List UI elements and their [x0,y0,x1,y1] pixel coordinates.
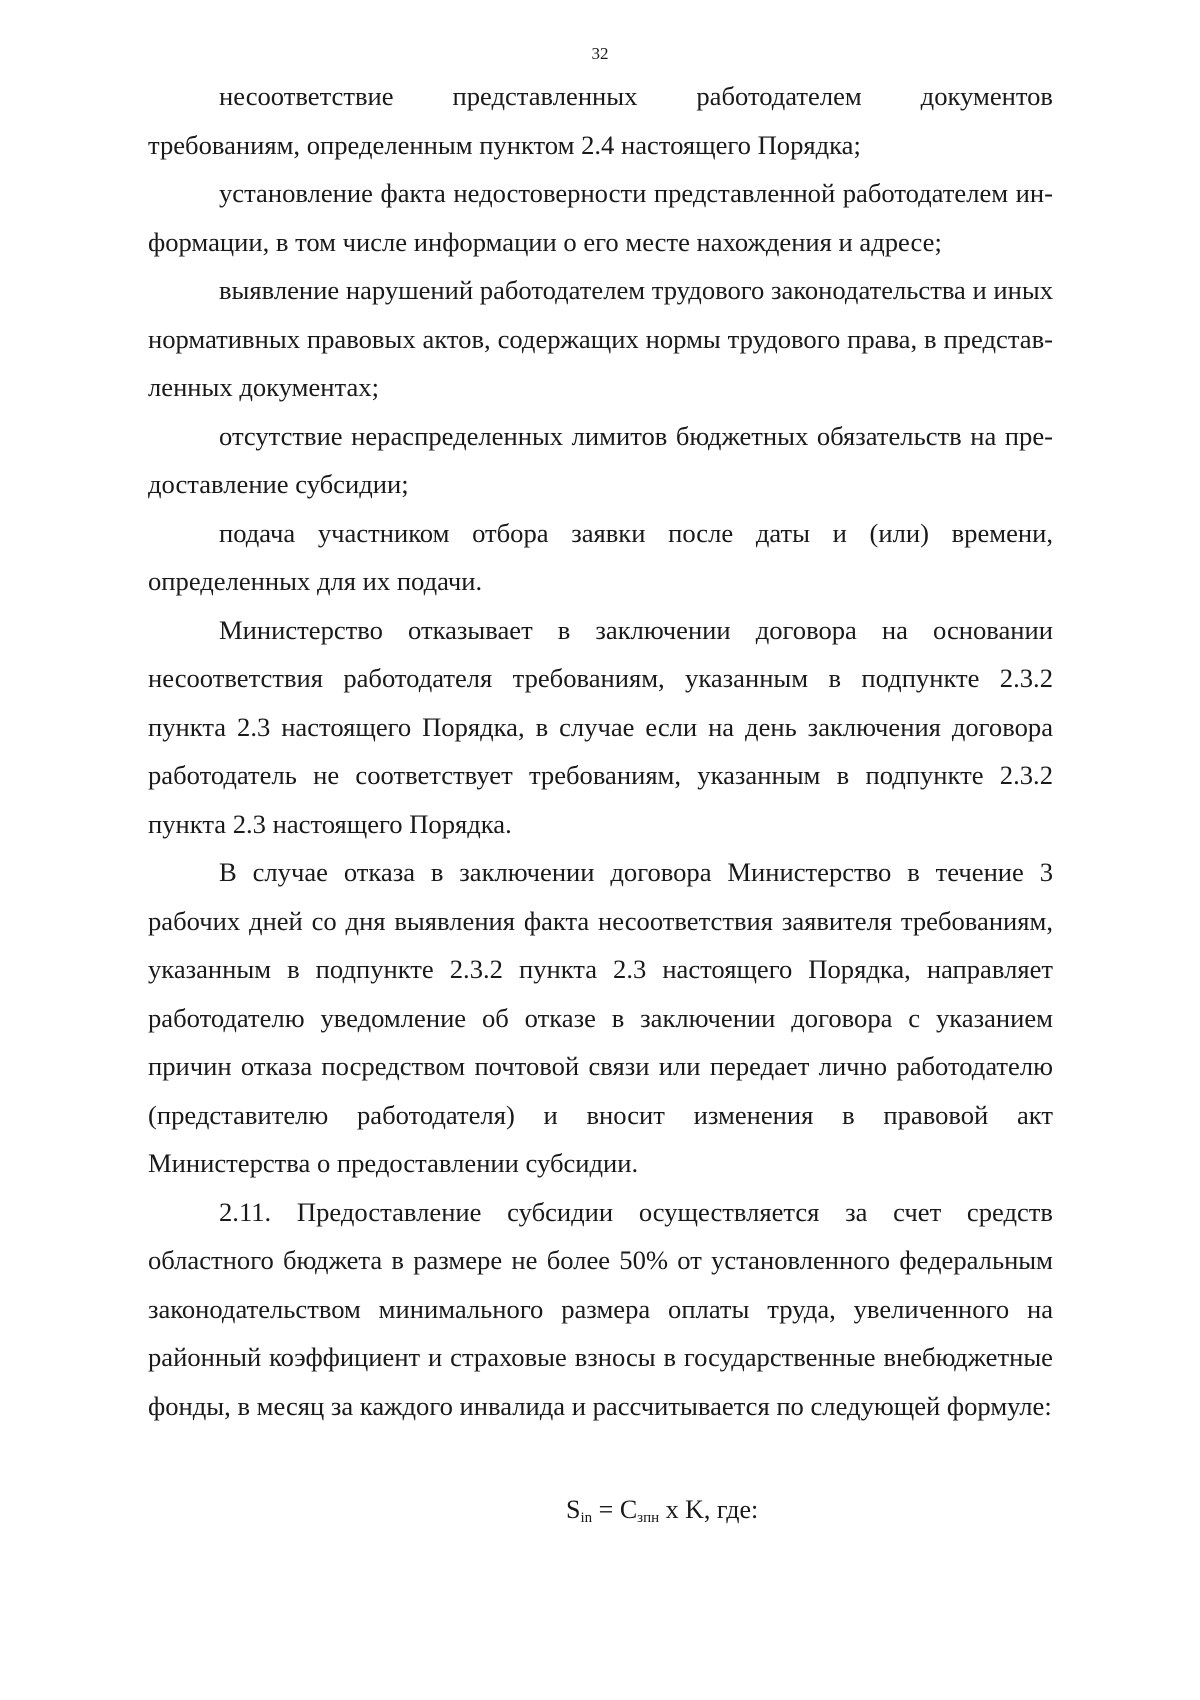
paragraph-2: установление факта недостоверности представленной работодателем информации, в том числе информации о его месте нахождения и адресе; [148,178,1053,257]
subsidy-formula [566,1495,758,1527]
paragraph-4: отсутствие нераспределенных лимитов бюджетных обязательств на предоставление субсидии; [148,420,1053,499]
formula-k-symbol: K, [685,1495,711,1524]
paragraph-8: 2.11. Предоставление субсидии осуществляется за счет средств областного бюджета в размере не более 50% от установленного федеральным законодательством минимального размера оплаты труда, увеличенного на районный коэффициент и страховые взносы в государственные внебюджетные фонды, в месяц за каждого инвалида и рассчитывается по следующей формуле: [148,1196,1053,1421]
paragraph-1: несоответствие представленных работодателем документов требованиям, определенным пунктом 2.4 настоящего Порядка; [148,81,1053,160]
formula-c-symbol: C [619,1495,638,1524]
paragraph-7: В случае отказа в заключении договора Министерство в течение 3 рабочих дней со дня выявления факта несоответствия заявителя требованиям, указанным в подпункте 2.3.2 пункта 2.3 настоящего Порядка, направляет работодателю уведомление об отказе в заключении договора с указанием причин отказа посредством почтовой связи или передает лично работодателю (представителю работодателя) и вносит изменения в правовой акт Министерства о предоставлении субсидии. [148,857,1053,1178]
formula-c-subscript: зпн [637,1510,660,1526]
paragraph-3: выявление нарушений работодателем трудового законодательства и иных нормативных правовых актов, содержащих нормы трудового права, в представленных документах; [148,275,1053,402]
paragraph-5: подача участником отбора заявки после даты и (или) времени, определенных для их подачи. [148,517,1053,596]
page-number: 32 [591,44,609,63]
formula-lhs-subscript: in [580,1510,593,1526]
formula-times: x [665,1495,679,1524]
paragraph-6: Министерство отказывает в заключении договора на основании несоответствия работодателя требованиям, указанным в подпункте 2.3.2 пункта 2.3 настоящего Порядка, в случае если на день заключения договора работодатель не соответствует требованиям, указанным в подпункте 2.3.2 пункта 2.3 настоящего Порядка. [148,614,1053,839]
formula-tail: где: [716,1495,759,1524]
formula-equals: = [598,1495,614,1524]
formula-lhs-symbol: S [566,1495,581,1524]
document-body [148,72,1053,1430]
